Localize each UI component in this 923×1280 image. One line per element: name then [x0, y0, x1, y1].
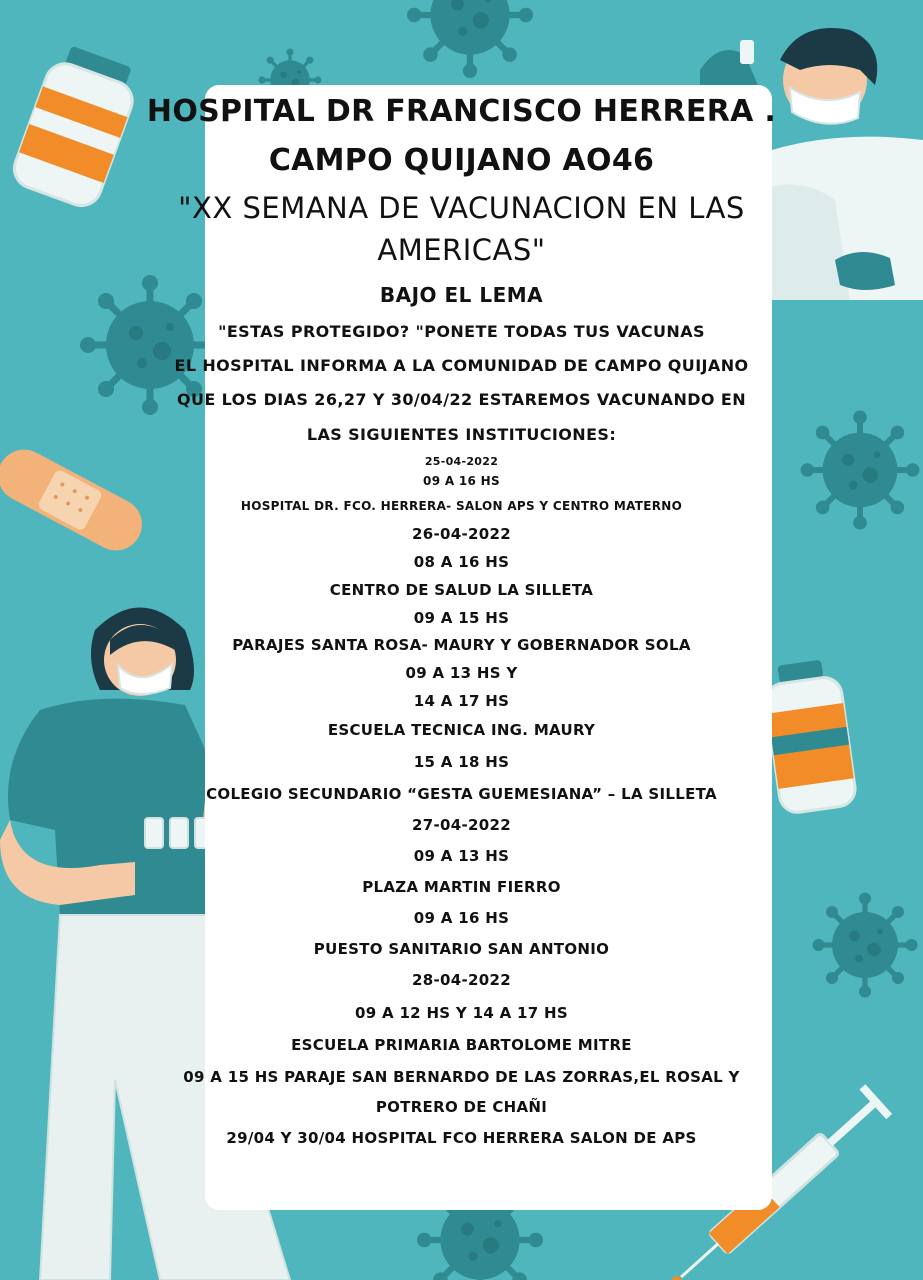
schedule-place: 09 A 15 HS PARAJE SAN BERNARDO DE LAS ZORRAS,EL ROSAL Y [183, 1068, 740, 1086]
schedule-place: CENTRO DE SALUD LA SILLETA [329, 581, 594, 599]
schedule-time: 09 A 15 HS [413, 609, 510, 627]
schedule-time: 08 A 16 HS [413, 553, 510, 571]
poster-title-line1: HOSPITAL DR FRANCISCO HERRERA . [146, 94, 777, 129]
schedule-place: ESCUELA PRIMARIA BARTOLOME MITRE [291, 1036, 632, 1054]
schedule-time: 09 A 16 HS [413, 909, 510, 927]
schedule-place: PARAJES SANTA ROSA- MAURY Y GOBERNADOR SOLA [232, 636, 691, 654]
intro-line: QUE LOS DIAS 26,27 Y 30/04/22 ESTAREMOS VACUNANDO EN [176, 390, 747, 409]
schedule-date: 25-04-2022 [424, 455, 499, 468]
schedule-place: ESCUELA TECNICA ING. MAURY [327, 721, 596, 739]
schedule-time: 15 A 18 HS [413, 753, 510, 771]
schedule-date: 27-04-2022 [412, 816, 511, 834]
schedule-time: 09 A 13 HS [413, 847, 510, 865]
schedule-time: 09 A 13 HS Y [405, 664, 518, 682]
schedule-place: 29/04 Y 30/04 HOSPITAL FCO HERRERA SALON DE APS [226, 1129, 697, 1147]
schedule-place: PUESTO SANITARIO SAN ANTONIO [313, 940, 610, 958]
poster-subtitle-line1: "XX SEMANA DE VACUNACION EN LAS [178, 191, 745, 225]
schedule-time: 09 A 16 HS [423, 474, 500, 488]
poster-title-line2: CAMPO QUIJANO AO46 [268, 143, 655, 178]
motto-heading: BAJO EL LEMA [379, 283, 544, 307]
schedule-date: 26-04-2022 [412, 525, 511, 543]
intro-line: LAS SIGUIENTES INSTITUCIONES: [306, 425, 617, 444]
schedule-place: COLEGIO SECUNDARIO “GESTA GUEMESIANA” – LA SILLETA [206, 785, 717, 803]
schedule-place: PLAZA MARTIN FIERRO [362, 878, 561, 896]
poster-subtitle-line2: AMERICAS" [377, 233, 546, 267]
schedule-place: HOSPITAL DR. FCO. HERRERA- SALON APS Y CENTRO MATERNO [240, 499, 683, 513]
intro-line: EL HOSPITAL INFORMA A LA COMUNIDAD DE CAMPO QUIJANO [174, 356, 749, 375]
schedule-place: POTRERO DE CHAÑI [375, 1098, 548, 1116]
motto: "ESTAS PROTEGIDO? "PONETE TODAS TUS VACUNAS [218, 322, 705, 341]
schedule-date: 28-04-2022 [412, 971, 511, 989]
schedule-time: 14 A 17 HS [413, 692, 510, 710]
schedule-time: 09 A 12 HS Y 14 A 17 HS [355, 1004, 568, 1022]
